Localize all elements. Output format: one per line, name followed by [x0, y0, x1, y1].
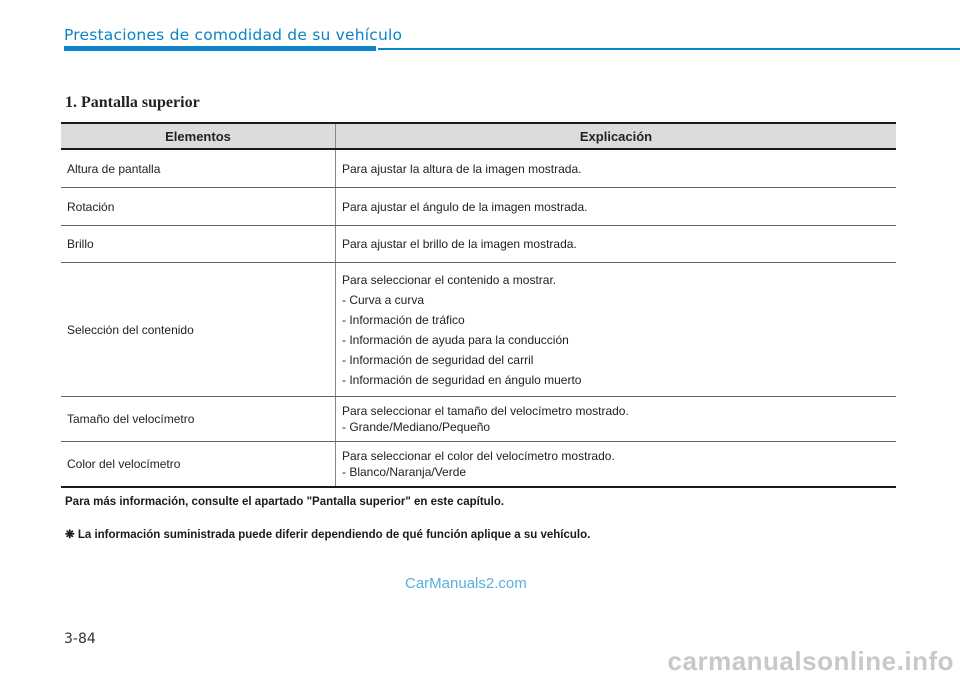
watermark-link[interactable]: CarManuals2.com — [405, 575, 527, 592]
element-cell: Selección del contenido — [61, 263, 336, 397]
table-row — [61, 263, 896, 397]
more-info-note: Para más información, consulte el apartado "Pantalla superior" en este capítulo. — [65, 496, 505, 508]
page-number: 3-84 — [64, 631, 96, 647]
spec-table — [61, 122, 896, 488]
header-rule-thin — [378, 48, 960, 50]
table-row — [61, 149, 896, 188]
explanation-cell — [336, 263, 897, 397]
explanation-line: - Curva a curva — [342, 292, 425, 307]
element-cell: Rotación — [61, 188, 336, 226]
explanation-line: Para seleccionar el tamaño del velocímetro mostrado. — [342, 404, 629, 418]
explanation-line: - Grande/Mediano/Pequeño — [342, 420, 491, 434]
explanation-cell: Para ajustar la altura de la imagen mostrada. — [336, 149, 897, 188]
disclaimer-note: ❋ La información suministrada puede diferir dependiendo de qué función aplique a su vehículo. — [65, 529, 591, 541]
explanation-line: Para seleccionar el contenido a mostrar. — [342, 272, 557, 287]
section-title: 1. Pantalla superior — [65, 94, 200, 111]
explanation-line: - Blanco/Naranja/Verde — [342, 465, 467, 479]
explanation-line: - Información de ayuda para la conducción — [342, 332, 569, 347]
explanation-line: Para seleccionar el color del velocímetro mostrado. — [342, 449, 615, 463]
element-cell: Brillo — [61, 226, 336, 263]
explanation-cell: Para ajustar el brillo de la imagen mostrada. — [336, 226, 897, 263]
explanation-line: - Información de seguridad del carril — [342, 352, 534, 367]
table-row — [61, 188, 896, 226]
explanation-cell — [336, 442, 897, 488]
explanation-line: - Información de seguridad en ángulo muerto — [342, 372, 582, 387]
explanation-cell — [336, 397, 897, 442]
explanation-line: - Información de tráfico — [342, 312, 465, 327]
table-row — [61, 397, 896, 442]
footer-watermark: carmanualsonline.info — [667, 646, 954, 676]
element-cell: Tamaño del velocímetro — [61, 397, 336, 442]
column-header-explicacion: Explicación — [336, 123, 897, 149]
column-header-elementos: Elementos — [61, 123, 336, 149]
element-cell: Color del velocímetro — [61, 442, 336, 488]
table-header-row — [61, 123, 896, 149]
header-rule-thick — [64, 46, 376, 51]
explanation-cell: Para ajustar el ángulo de la imagen mostrada. — [336, 188, 897, 226]
chapter-title: Prestaciones de comodidad de su vehículo — [64, 26, 403, 44]
table-row — [61, 442, 896, 488]
table-row — [61, 226, 896, 263]
element-cell: Altura de pantalla — [61, 149, 336, 188]
